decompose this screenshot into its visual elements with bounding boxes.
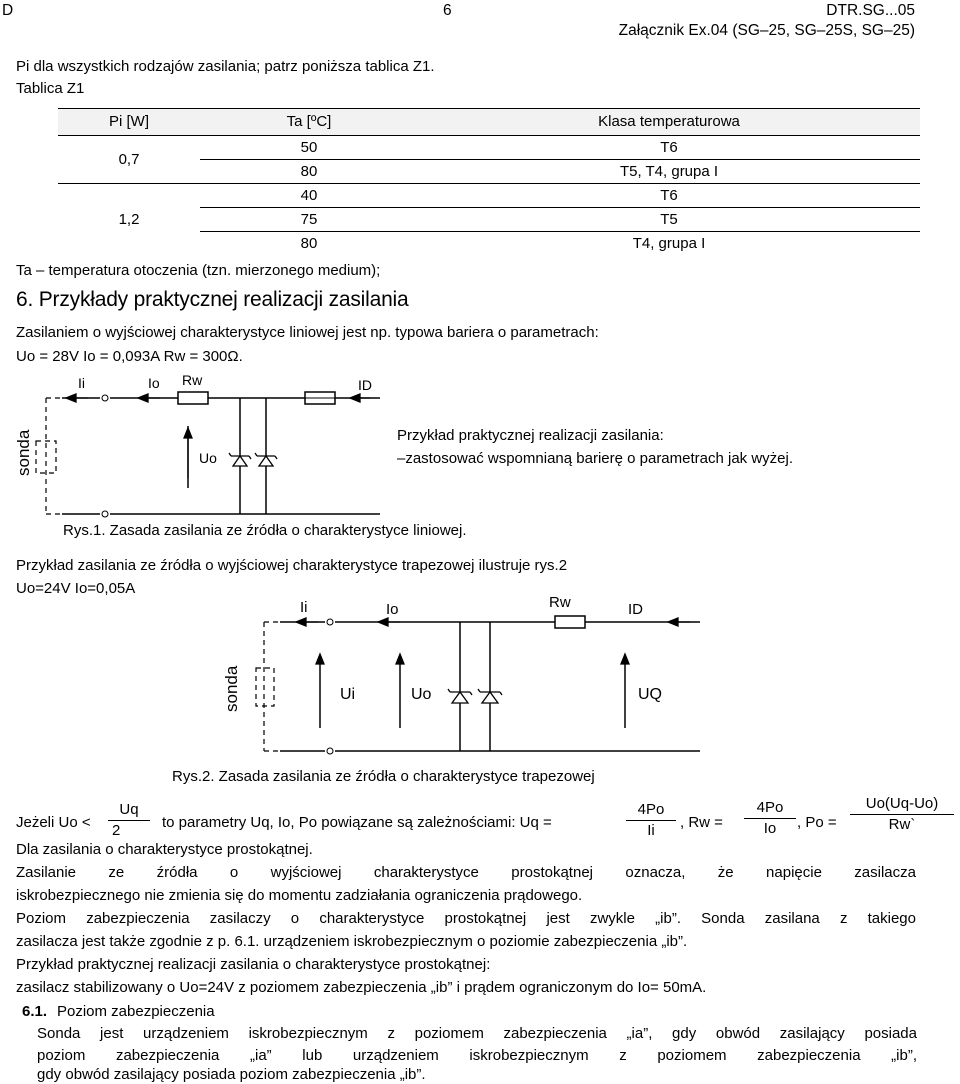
table-row	[58, 136, 920, 160]
rectangular-heading: Dla zasilania o charakterystyce prostokątnej.	[16, 841, 313, 858]
fraction-denominator: Rw`	[888, 816, 916, 833]
fraction-uq	[626, 800, 676, 841]
document-reference: DTR.SG...05	[826, 2, 915, 19]
label-io: Io	[148, 375, 160, 391]
probe-dashed-box	[36, 398, 62, 514]
cell-ta: 80	[200, 160, 418, 184]
label-uq: UQ	[638, 686, 662, 703]
table-title: Tablica Z1	[16, 80, 85, 97]
paragraph-line: Sonda jest urządzeniem iskrobezpiecznym z poziomem zabezpieczenia „ia”, gdy obwód zasilający posiada	[37, 1025, 917, 1042]
formula-middle-text: to parametry Uq, Io, Po powiązane są zależnościami: Uq =	[162, 814, 552, 831]
terminal-icon	[102, 395, 108, 401]
table-note: Ta – temperatura otoczenia (tzn. mierzonego medium);	[16, 262, 381, 279]
header-ta: Ta [ºC]	[200, 109, 418, 136]
cell-class: T6	[418, 136, 920, 160]
figure-2-intro: Przykład zasilania ze źródła o wyjściowej charakterystyce trapezowej ilustruje rys.2	[16, 557, 568, 574]
cell-class: T6	[418, 184, 920, 208]
cell-ta: 50	[200, 136, 418, 160]
paragraph-line: poziom zabezpieczenia „ia” lub urządzeniem iskrobezpiecznym z poziomem zabezpieczenia „ib”,	[37, 1047, 917, 1064]
label-sonda: sonda	[14, 429, 33, 476]
label-rw: Rw	[549, 594, 571, 611]
section-6-1-title: Poziom zabezpieczenia	[57, 1003, 215, 1020]
zener-diode-icon	[478, 689, 502, 703]
terminal-icon	[327, 619, 333, 625]
figure-1-note-title: Przykład praktycznej realizacji zasilania:	[397, 427, 664, 444]
arrow-icon	[296, 618, 690, 664]
fraction-denominator: 2	[112, 822, 121, 839]
label-id: ID	[358, 377, 372, 393]
figure-2-caption: Rys.2. Zasada zasilania ze źródła o charakterystyce trapezowej	[172, 768, 595, 785]
section-6-1-number: 6.1.	[22, 1003, 48, 1020]
label-io: Io	[386, 601, 399, 618]
label-ii: Ii	[300, 599, 308, 616]
formula-po-label: , Po =	[797, 814, 837, 831]
label-uo: Uo	[411, 686, 432, 703]
probe-dashed-box	[256, 622, 280, 751]
paragraph-line: Poziom zabezpieczenia zasilaczy o charakterystyce prostokątnej jest zwykle „ib”. Sonda zasilana z takiego	[16, 910, 916, 927]
header-left-letter: D	[2, 2, 14, 19]
fraction-uq-over-2	[108, 800, 150, 841]
arrow-icon	[66, 394, 370, 478]
cell-pi: 0,7	[58, 136, 200, 184]
zener-diode-icon	[255, 453, 277, 466]
zener-diode-icon	[229, 453, 251, 466]
paragraph-line: gdy obwód zasilający posiada poziom zabezpieczenia „ib”.	[37, 1066, 426, 1083]
figure-1-diagram	[0, 366, 395, 526]
formula-prefix: Jeżeli Uo <	[16, 814, 91, 831]
label-id: ID	[628, 601, 643, 618]
fraction-numerator: Uo(Uq-Uo)	[850, 794, 954, 815]
fraction-numerator: 4Po	[626, 800, 676, 821]
figure-1-caption: Rys.1. Zasada zasilania ze źródła o charakterystyce liniowej.	[63, 522, 467, 539]
figure-1-note-text: –zastosować wspomnianą barierę o parametrach jak wyżej.	[397, 450, 794, 467]
table-header-row	[58, 109, 920, 136]
label-ui: Ui	[340, 686, 356, 703]
figure-2-diagram	[0, 588, 720, 768]
fraction-rw	[744, 798, 796, 839]
fraction-denominator: Io	[763, 820, 777, 837]
fraction-po	[850, 794, 954, 835]
label-sonda: sonda	[222, 665, 241, 712]
section-6-title: 6. Przykłady praktycznej realizacji zasilania	[16, 288, 409, 311]
cell-class: T5, T4, grupa I	[418, 160, 920, 184]
cell-class: T4, grupa I	[632, 234, 706, 252]
resistor-icon	[178, 392, 208, 404]
cell-class: T5	[418, 208, 920, 232]
paragraph-line: iskrobezpiecznego nie zmienia się do momentu zadziałania ograniczenia prądowego.	[16, 887, 583, 904]
paragraph-line: zasilacz stabilizowany o Uo=24V z poziomem zabezpieczenia „ib” i prądem ograniczonym do Io= 50mA.	[16, 979, 707, 996]
table-row	[58, 184, 920, 208]
intro-text: Pi dla wszystkich rodzajów zasilania; patrz poniższa tablica Z1.	[16, 58, 435, 75]
paragraph-line: Zasilanie ze źródła o wyjściowej charakterystyce prostokątnej oznacza, że napięcie zasilacza	[16, 864, 916, 881]
section-6-text: Zasilaniem o wyjściowej charakterystyce liniowej jest np. typowa bariera o parametrach:	[16, 324, 599, 341]
fraction-denominator: Ii	[647, 822, 655, 839]
header-pi: Pi [W]	[58, 109, 200, 136]
fraction-numerator: 4Po	[744, 798, 796, 819]
label-rw: Rw	[182, 372, 203, 388]
cell-ta: 75	[200, 208, 418, 232]
label-ii: Ii	[78, 375, 85, 391]
label-uo: Uo	[199, 450, 217, 466]
annex-title: Załącznik Ex.04 (SG–25, SG–25S, SG–25)	[618, 22, 915, 39]
paragraph-line: zasilacza jest także zgodnie z p. 6.1. urządzeniem iskrobezpiecznym o poziomie zabezpieczenia „ib”.	[16, 933, 688, 950]
temperature-class-table	[58, 108, 920, 255]
cell-ta: 80	[300, 234, 318, 252]
terminal-icon	[102, 511, 108, 517]
zener-diode-icon	[448, 689, 472, 703]
cell-ta: 40	[200, 184, 418, 208]
figure-2-parameters: Uo=24V Io=0,05A	[16, 580, 136, 597]
page-number: 6	[443, 2, 452, 19]
paragraph-line: Przykład praktycznej realizacji zasilania o charakterystyce prostokątnej:	[16, 956, 491, 973]
formula-rw-label: , Rw =	[680, 814, 723, 831]
fraction-numerator: Uq	[108, 800, 150, 821]
terminal-icon	[327, 748, 333, 754]
cell-pi: 1,2	[118, 210, 140, 228]
header-class: Klasa temperaturowa	[418, 109, 920, 136]
barrier-parameters: Uo = 28V Io = 0,093A Rw = 300Ω.	[16, 348, 243, 365]
resistor-icon	[555, 616, 585, 628]
